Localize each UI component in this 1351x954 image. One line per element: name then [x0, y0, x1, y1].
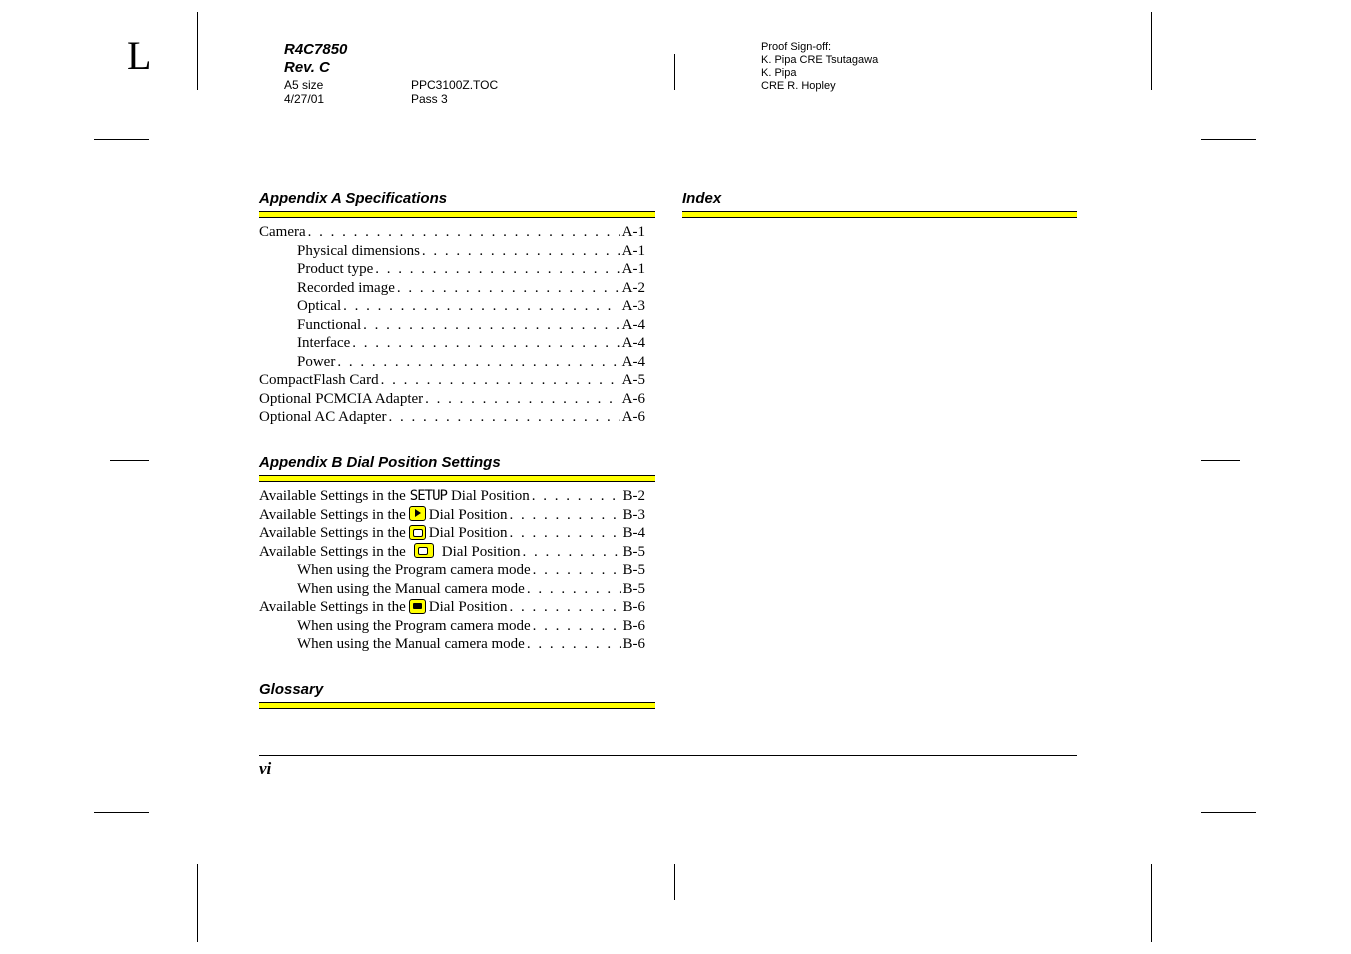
- appendix-b-title: Appendix B Dial Position Settings: [259, 454, 501, 471]
- toc-page-number: B-4: [622, 525, 645, 541]
- proof-signoff: [761, 41, 878, 93]
- toc-entry-label: Power: [297, 353, 336, 370]
- toc-page-number: B-6: [622, 636, 645, 652]
- revision-label: Rev. C: [284, 59, 330, 76]
- toc-leader-dots: [527, 635, 621, 654]
- playback-dial-icon: [409, 506, 426, 521]
- toc-entry-label: Product type: [297, 261, 374, 277]
- date-label: 4/27/01: [284, 92, 325, 106]
- toc-page-number: B-5: [622, 580, 645, 597]
- appendix-b-toc: [259, 487, 645, 654]
- toc-entry[interactable]: [259, 580, 645, 599]
- toc-entry-label: Functional: [297, 316, 362, 333]
- toc-entry-label: Recorded image: [297, 279, 395, 296]
- crop-mark: [197, 864, 198, 942]
- toc-leader-dots: [397, 279, 620, 298]
- toc-entry[interactable]: [259, 408, 645, 427]
- toc-leader-dots: [352, 334, 619, 353]
- toc-entry-suffix: Dial Position: [428, 506, 508, 523]
- toc-entry[interactable]: [259, 543, 645, 562]
- toc-entry-label: When using the Manual camera mode: [297, 580, 525, 597]
- toc-entry[interactable]: [259, 353, 645, 372]
- toc-entry-prefix: Available Settings in the: [259, 543, 406, 560]
- footer-rule: [259, 755, 1077, 756]
- toc-page-number: A-4: [621, 335, 645, 351]
- crop-mark: [1151, 864, 1152, 942]
- crop-mark: [94, 139, 149, 140]
- toc-page-number: A-2: [621, 279, 645, 296]
- toc-page-number: B-6: [622, 599, 645, 615]
- crop-mark: [94, 812, 149, 813]
- toc-page-number: B-5: [622, 562, 645, 578]
- toc-entry-suffix: Dial Position: [450, 488, 530, 504]
- crop-mark: [1201, 460, 1240, 461]
- crop-mark: [197, 12, 198, 90]
- section-rule: [259, 211, 655, 218]
- toc-entry-label: Interface: [297, 335, 351, 351]
- toc-entry[interactable]: [259, 524, 645, 543]
- toc-page-number: A-6: [621, 390, 645, 407]
- index-title: Index: [682, 190, 722, 207]
- toc-page-number: A-1: [621, 224, 645, 240]
- toc-leader-dots: [375, 260, 619, 279]
- toc-entry-label: [259, 543, 521, 562]
- document-code: R4C7850: [284, 41, 348, 58]
- toc-leader-dots: [422, 242, 620, 261]
- toc-leader-dots: [510, 598, 621, 617]
- appendix-a-title: Appendix A Specifications: [259, 190, 448, 207]
- toc-leader-dots: [337, 353, 619, 372]
- toc-entry[interactable]: [259, 223, 645, 242]
- toc-leader-dots: [389, 408, 620, 427]
- toc-leader-dots: [363, 316, 620, 335]
- toc-entry[interactable]: [259, 561, 645, 580]
- toc-entry[interactable]: [259, 242, 645, 261]
- toc-entry[interactable]: [259, 279, 645, 298]
- toc-leader-dots: [510, 524, 621, 543]
- toc-entry-label: Optional AC Adapter: [259, 409, 387, 425]
- toc-page-number: B-6: [622, 617, 645, 634]
- toc-page-number: B-5: [622, 543, 645, 560]
- toc-page-number: A-6: [621, 409, 645, 425]
- toc-entry-label: Optical: [297, 298, 342, 314]
- toc-entry[interactable]: [259, 617, 645, 636]
- toc-page-number: A-4: [621, 316, 645, 333]
- crop-mark: [110, 460, 149, 461]
- toc-leader-dots: [425, 390, 620, 409]
- toc-leader-dots: [532, 487, 621, 506]
- section-rule: [682, 211, 1077, 218]
- file-name-label: PPC3100Z.TOC: [411, 78, 499, 92]
- toc-entry-label: Camera: [259, 224, 306, 240]
- toc-entry-prefix: Available Settings in the: [259, 506, 406, 523]
- toc-entry[interactable]: [259, 316, 645, 335]
- toc-page-number: B-2: [622, 488, 645, 504]
- toc-entry[interactable]: [259, 635, 645, 654]
- toc-page-number: B-3: [622, 506, 645, 523]
- camera-program-dial-icon: [414, 543, 434, 558]
- section-rule: [259, 475, 655, 482]
- crop-mark: [674, 54, 675, 90]
- setup-dial-icon: SETUP: [409, 488, 447, 504]
- toc-page-number: A-5: [621, 372, 645, 388]
- toc-entry[interactable]: [259, 260, 645, 279]
- glossary-title: Glossary: [259, 681, 324, 698]
- toc-entry[interactable]: [259, 506, 645, 525]
- toc-leader-dots: [343, 297, 620, 316]
- proof-title: Proof Sign-off:: [761, 41, 832, 53]
- toc-entry-suffix: Dial Position: [441, 543, 521, 560]
- toc-entry-label: When using the Manual camera mode: [297, 636, 525, 652]
- toc-entry-suffix: Dial Position: [428, 599, 508, 615]
- toc-entry[interactable]: [259, 487, 645, 506]
- page-size-label: A5 size: [284, 78, 324, 92]
- section-rule: [259, 702, 655, 709]
- toc-entry[interactable]: [259, 297, 645, 316]
- toc-page-number: A-4: [621, 353, 645, 370]
- toc-leader-dots: [527, 580, 621, 599]
- page-number: vi: [259, 759, 272, 778]
- toc-entry-label: Physical dimensions: [297, 242, 420, 259]
- camera-manual-dial-icon: [409, 599, 426, 614]
- toc-entry-label: Optional PCMCIA Adapter: [259, 390, 424, 407]
- toc-leader-dots: [523, 543, 621, 562]
- toc-entry-label: [259, 524, 508, 543]
- toc-entry-label: When using the Program camera mode: [297, 617, 531, 634]
- toc-page-number: A-1: [621, 242, 645, 259]
- toc-entry-label: When using the Program camera mode: [297, 562, 531, 578]
- pass-label: Pass 3: [411, 92, 448, 106]
- crop-mark: [1201, 812, 1256, 813]
- crop-mark: [1201, 139, 1256, 140]
- toc-page-number: A-1: [621, 261, 645, 277]
- toc-entry[interactable]: [259, 598, 645, 617]
- toc-entry-prefix: Available Settings in the: [259, 599, 406, 615]
- crop-mark: [674, 864, 675, 900]
- toc-entry-suffix: Dial Position: [428, 525, 508, 541]
- toc-entry-label: [259, 487, 530, 506]
- toc-leader-dots: [510, 506, 621, 525]
- camera-dial-icon: [409, 525, 426, 540]
- toc-entry[interactable]: [259, 390, 645, 409]
- proof-line: K. Pipa: [761, 67, 797, 79]
- corner-mark: L: [127, 33, 152, 78]
- toc-entry-prefix: Available Settings in the: [259, 488, 406, 504]
- crop-mark: [1151, 12, 1152, 90]
- proof-line: CRE R. Hopley: [761, 80, 836, 92]
- appendix-a-toc: [259, 223, 645, 427]
- toc-leader-dots: [533, 617, 621, 636]
- toc-leader-dots: [533, 561, 621, 580]
- toc-leader-dots: [381, 371, 620, 390]
- toc-entry-prefix: Available Settings in the: [259, 525, 406, 541]
- toc-entry[interactable]: [259, 334, 645, 353]
- toc-entry-label: [259, 598, 508, 617]
- toc-entry[interactable]: [259, 371, 645, 390]
- toc-leader-dots: [308, 223, 620, 242]
- toc-entry-label: CompactFlash Card: [259, 372, 379, 388]
- toc-entry-label: [259, 506, 508, 525]
- toc-page-number: A-3: [621, 298, 645, 314]
- proof-line: K. Pipa CRE Tsutagawa: [761, 54, 879, 66]
